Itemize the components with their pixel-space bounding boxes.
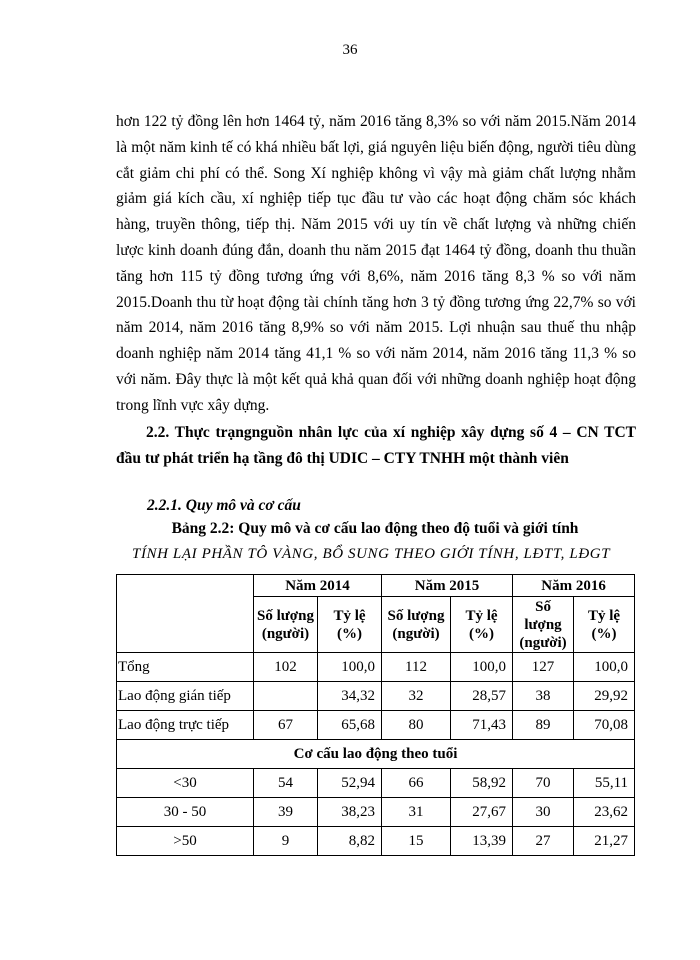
table-row xyxy=(117,653,635,682)
count-header: Số lượng (người) xyxy=(513,597,574,653)
table-row xyxy=(117,682,635,711)
row-label: >50 xyxy=(117,827,254,856)
cell-value xyxy=(254,682,318,711)
cell-value: 29,92 xyxy=(574,682,635,711)
table-row xyxy=(117,798,635,827)
table-row xyxy=(117,827,635,856)
cell-value: 38 xyxy=(513,682,574,711)
cell-value: 58,92 xyxy=(451,769,513,798)
year-header: Năm 2015 xyxy=(382,575,513,597)
cell-value: 27 xyxy=(513,827,574,856)
cell-value: 39 xyxy=(254,798,318,827)
cell-value: 13,39 xyxy=(451,827,513,856)
row-label: <30 xyxy=(117,769,254,798)
section-heading: 2.2. Thực trạngnguồn nhân lực của xí nghiệp xây dựng số 4 – CN TCT đầu tư phát triển hạ tầng đô thị UDIC – CTY TNHH một thành viên xyxy=(116,424,636,467)
row-label: Lao động trực tiếp xyxy=(117,711,254,740)
row-label: Tổng xyxy=(117,653,254,682)
cell-value: 34,32 xyxy=(318,682,382,711)
ratio-header: Tỷ lệ (%) xyxy=(574,597,635,653)
cell-value: 100,0 xyxy=(318,653,382,682)
subsection-heading: 2.2.1. Quy mô và cơ cấu xyxy=(147,497,301,514)
page-number: 36 xyxy=(342,42,358,58)
cell-value: 31 xyxy=(382,798,451,827)
cell-value: 66 xyxy=(382,769,451,798)
cell-value: 21,27 xyxy=(574,827,635,856)
cell-value: 112 xyxy=(382,653,451,682)
ratio-header: Tỷ lệ (%) xyxy=(451,597,513,653)
table-header-row xyxy=(117,575,635,597)
cell-value: 54 xyxy=(254,769,318,798)
cell-value: 70,08 xyxy=(574,711,635,740)
table-row xyxy=(117,769,635,798)
year-header: Năm 2014 xyxy=(254,575,382,597)
section-title: Cơ cấu lao động theo tuổi xyxy=(117,740,635,769)
cell-value: 100,0 xyxy=(451,653,513,682)
cell-value: 8,82 xyxy=(318,827,382,856)
cell-value: 80 xyxy=(382,711,451,740)
cell-value: 102 xyxy=(254,653,318,682)
count-header: Số lượng (người) xyxy=(382,597,451,653)
table-title: Bảng 2.2: Quy mô và cơ cấu lao động theo độ tuổi và giới tính xyxy=(171,520,579,537)
cell-value: 55,11 xyxy=(574,769,635,798)
body-text xyxy=(116,109,636,419)
labor-structure-table xyxy=(116,574,635,856)
cell-value: 38,23 xyxy=(318,798,382,827)
cell-value: 23,62 xyxy=(574,798,635,827)
cell-value: 27,67 xyxy=(451,798,513,827)
corner-cell xyxy=(117,575,254,653)
cell-value: 30 xyxy=(513,798,574,827)
cell-value: 127 xyxy=(513,653,574,682)
row-label: 30 - 50 xyxy=(117,798,254,827)
cell-value: 89 xyxy=(513,711,574,740)
count-header: Số lượng (người) xyxy=(254,597,318,653)
cell-value: 71,43 xyxy=(451,711,513,740)
row-label: Lao động gián tiếp xyxy=(117,682,254,711)
cell-value: 52,94 xyxy=(318,769,382,798)
cell-value: 15 xyxy=(382,827,451,856)
table-note: TÍNH LẠI PHẦN TÔ VÀNG, BỔ SUNG THEO GIỚI TÍNH, LĐTT, LĐGT xyxy=(132,546,611,562)
cell-value: 65,68 xyxy=(318,711,382,740)
cell-value: 28,57 xyxy=(451,682,513,711)
year-header: Năm 2016 xyxy=(513,575,635,597)
cell-value: 100,0 xyxy=(574,653,635,682)
cell-value: 70 xyxy=(513,769,574,798)
table-row xyxy=(117,711,635,740)
cell-value: 32 xyxy=(382,682,451,711)
section-row xyxy=(117,740,635,769)
cell-value: 9 xyxy=(254,827,318,856)
cell-value: 67 xyxy=(254,711,318,740)
paragraph: hơn 122 tỷ đồng lên hơn 1464 tỷ, năm 2016 tăng 8,3% so với năm 2015.Năm 2014 là một năm kinh tế có khá nhiều bất lợi, giá nguyên liệu biến động, người tiêu dùng cắt giảm chi phí có thể. Song Xí nghiệp không vì vậy mà giảm chất lượng nhằm giảm giá kích cầu, xí nghiệp tiếp tục đầu tư vào các hoạt động chăm sóc khách hàng, truyền thông, tiếp thị. Năm 2015 với uy tín về chất lượng và những chiến lược kinh doanh đúng đắn, doanh thu năm 2015 đạt 1464 tỷ đồng, doanh thu thuần tăng hơn 115 tỷ đồng tương ứng với 8,6%, năm 2016 tăng 8,3 % so với năm 2015.Doanh thu từ hoạt động tài chính tăng hơn 3 tỷ đồng tương ứng 22,7% so với năm 2014, năm 2016 tăng 8,9% so với năm 2015. Lợi nhuận sau thuế thu nhập doanh nghiệp năm 2014 tăng 41,1 % so với năm 2014, năm 2016 tăng 11,3 % so với năm. Đây thực là một kết quả khả quan đối với những doanh nghiệp hoạt động trong lĩnh vực xây dựng. xyxy=(116,113,636,414)
ratio-header: Tỷ lệ (%) xyxy=(318,597,382,653)
